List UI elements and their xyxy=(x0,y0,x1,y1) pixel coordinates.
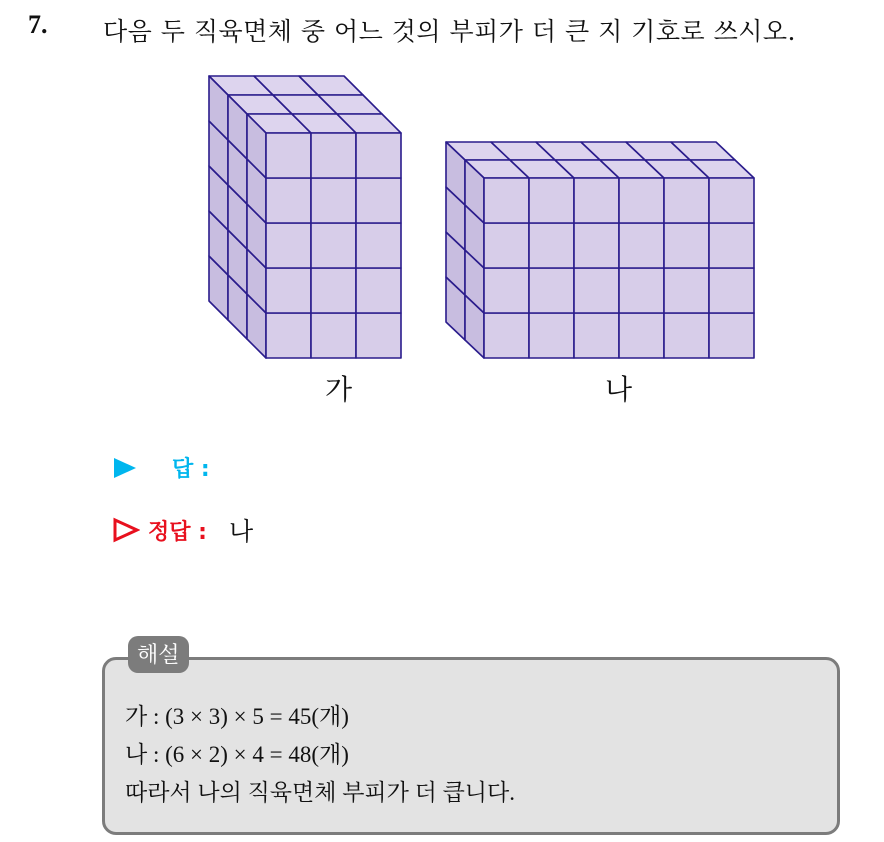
explanation-line-2: 나 : (6 × 2) × 4 = 48(개) xyxy=(125,742,349,767)
cube-front-face xyxy=(311,133,356,178)
cuboid-na xyxy=(446,142,754,358)
cube-front-face xyxy=(664,223,709,268)
cube-front-face xyxy=(484,223,529,268)
cube-front-face xyxy=(266,313,311,358)
cube-front-face xyxy=(484,313,529,358)
correct-answer-label: 정답 : xyxy=(148,519,207,545)
cube-front-face xyxy=(266,178,311,223)
explanation-line-3: 따라서 나의 직육면체 부피가 더 큽니다. xyxy=(125,780,515,805)
cube-front-face xyxy=(311,268,356,313)
cube-front-face xyxy=(709,178,754,223)
cube-front-face xyxy=(484,178,529,223)
cube-front-face xyxy=(529,223,574,268)
explanation-box xyxy=(102,657,840,835)
red-outline-triangle-icon xyxy=(112,517,140,543)
cube-front-face xyxy=(356,313,401,358)
explanation-line-1: 가 : (3 × 3) × 5 = 45(개) xyxy=(125,704,349,729)
answer-row xyxy=(112,452,210,483)
correct-answer-row xyxy=(112,512,253,548)
cube-front-face xyxy=(664,268,709,313)
cube-front-face xyxy=(574,223,619,268)
cube-front-face xyxy=(266,223,311,268)
cube-front-face xyxy=(484,268,529,313)
cube-front-face xyxy=(529,178,574,223)
answer-label: 답 : xyxy=(172,457,210,482)
cube-front-face xyxy=(709,313,754,358)
figure-label-na: 나 xyxy=(605,373,633,406)
cube-front-face xyxy=(574,178,619,223)
cube-front-face xyxy=(619,313,664,358)
cube-front-face xyxy=(356,178,401,223)
cube-front-face xyxy=(311,223,356,268)
question-text: 다음 두 직육면체 중 어느 것의 부피가 더 큰 지 기호로 쓰시오. xyxy=(103,17,796,46)
cube-front-face xyxy=(619,268,664,313)
cube-front-face xyxy=(709,223,754,268)
figure-label-ga: 가 xyxy=(325,373,353,406)
cuboid-ga xyxy=(209,76,401,358)
cube-front-face xyxy=(664,313,709,358)
cube-front-face xyxy=(311,313,356,358)
cube-front-face xyxy=(356,133,401,178)
cube-front-face xyxy=(529,313,574,358)
cube-front-face xyxy=(574,313,619,358)
cube-front-face xyxy=(266,133,311,178)
correct-answer-value: 나 xyxy=(228,517,254,546)
cube-front-face xyxy=(529,268,574,313)
cube-front-face xyxy=(619,223,664,268)
question-number: 7. xyxy=(28,10,48,39)
cube-front-face xyxy=(311,178,356,223)
cube-front-face xyxy=(356,268,401,313)
cube-front-face xyxy=(356,223,401,268)
cube-front-face xyxy=(619,178,664,223)
cube-front-face xyxy=(664,178,709,223)
cube-front-face xyxy=(709,268,754,313)
cuboid-figures xyxy=(0,0,884,420)
cube-front-face xyxy=(574,268,619,313)
blue-triangle-icon xyxy=(112,456,138,480)
cube-front-face xyxy=(266,268,311,313)
explanation-tag: 해설 xyxy=(128,636,189,673)
